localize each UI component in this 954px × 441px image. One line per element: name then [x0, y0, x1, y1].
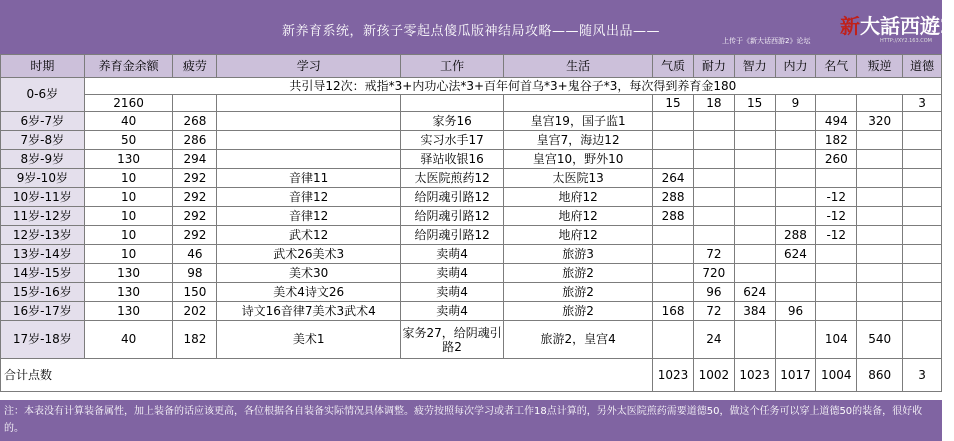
zhili-total: 1023	[734, 359, 775, 392]
study-cell: 美术1	[217, 321, 401, 359]
life-cell: 皇宫19，国子监1	[504, 112, 653, 131]
zhili-cell: 15	[734, 95, 775, 112]
naili-cell	[693, 169, 734, 188]
fame-cell: 494	[816, 112, 857, 131]
life-cell: 地府12	[504, 207, 653, 226]
period-cell: 16岁-17岁	[1, 302, 85, 321]
qizhi-cell	[653, 264, 694, 283]
study-cell: 美术30	[217, 264, 401, 283]
naili-cell	[693, 150, 734, 169]
neili-cell	[775, 321, 816, 359]
neili-cell	[775, 169, 816, 188]
study-cell	[217, 112, 401, 131]
funds-cell: 10	[84, 188, 173, 207]
header-cell: 生活	[504, 55, 653, 78]
header-cell: 名气	[816, 55, 857, 78]
neili-cell	[775, 207, 816, 226]
fatigue-cell: 292	[173, 169, 217, 188]
period-cell: 17岁-18岁	[1, 321, 85, 359]
zhili-cell	[734, 226, 775, 245]
funds-cell: 50	[84, 131, 173, 150]
life-cell: 皇宫10，野外10	[504, 150, 653, 169]
table-row	[1, 169, 942, 188]
intro-values-row	[1, 95, 942, 112]
period-cell: 10岁-11岁	[1, 188, 85, 207]
funds-cell: 130	[84, 150, 173, 169]
fame-cell	[816, 245, 857, 264]
fatigue-cell: 202	[173, 302, 217, 321]
qizhi-cell	[653, 245, 694, 264]
life-cell: 旅游2	[504, 302, 653, 321]
neili-cell	[775, 264, 816, 283]
neili-cell	[775, 112, 816, 131]
study-cell: 音律12	[217, 188, 401, 207]
table-row	[1, 207, 942, 226]
period-cell: 14岁-15岁	[1, 264, 85, 283]
neili-cell	[775, 283, 816, 302]
zhili-cell	[734, 245, 775, 264]
period-cell: 12岁-13岁	[1, 226, 85, 245]
moral-cell	[903, 283, 942, 302]
page-title: 新养育系统，新孩子零起点傻瓜版神结局攻略——随风出品——	[281, 24, 660, 39]
fatigue-cell: 294	[173, 150, 217, 169]
rebel-cell	[857, 188, 903, 207]
zhili-cell	[734, 321, 775, 359]
moral-total: 3	[903, 359, 942, 392]
neili-cell	[775, 150, 816, 169]
fame-cell	[816, 302, 857, 321]
game-logo	[722, 6, 954, 50]
fame-cell: 260	[816, 150, 857, 169]
moral-cell	[903, 245, 942, 264]
fame-cell	[816, 264, 857, 283]
neili-cell: 96	[775, 302, 816, 321]
table-row	[1, 131, 942, 150]
qizhi-cell: 264	[653, 169, 694, 188]
study-cell: 音律12	[217, 207, 401, 226]
fatigue-cell: 150	[173, 283, 217, 302]
header-cell: 时期	[1, 55, 85, 78]
fatigue-cell: 46	[173, 245, 217, 264]
qizhi-cell: 168	[653, 302, 694, 321]
moral-cell	[903, 264, 942, 283]
naili-cell: 18	[693, 95, 734, 112]
naili-cell	[693, 131, 734, 150]
naili-cell	[693, 226, 734, 245]
fatigue-cell: 182	[173, 321, 217, 359]
naili-cell: 24	[693, 321, 734, 359]
life-cell: 皇宫7，海边12	[504, 131, 653, 150]
rebel-cell	[857, 245, 903, 264]
fame-total: 1004	[816, 359, 857, 392]
intro-row	[1, 78, 942, 95]
period-cell: 9岁-10岁	[1, 169, 85, 188]
work-cell: 驿站收银16	[401, 150, 504, 169]
moral-cell: 3	[903, 95, 942, 112]
period-cell: 6岁-7岁	[1, 112, 85, 131]
period-cell: 15岁-16岁	[1, 283, 85, 302]
fame-cell: 182	[816, 131, 857, 150]
zhili-cell	[734, 169, 775, 188]
total-row	[1, 359, 942, 392]
rebel-cell	[857, 226, 903, 245]
header-cell: 道德	[903, 55, 942, 78]
funds-cell: 2160	[84, 95, 173, 112]
zhili-cell: 624	[734, 283, 775, 302]
work-cell: 给阴魂引路12	[401, 207, 504, 226]
rebel-cell	[857, 207, 903, 226]
rebel-cell	[857, 131, 903, 150]
moral-cell	[903, 188, 942, 207]
zhili-cell	[734, 112, 775, 131]
naili-cell	[693, 207, 734, 226]
study-cell	[217, 150, 401, 169]
work-cell: 卖萌4	[401, 283, 504, 302]
zhili-cell	[734, 264, 775, 283]
period-cell: 11岁-12岁	[1, 207, 85, 226]
life-cell: 地府12	[504, 188, 653, 207]
moral-cell	[903, 169, 942, 188]
moral-cell	[903, 226, 942, 245]
header-cell: 养育金余额	[84, 55, 173, 78]
funds-cell: 10	[84, 207, 173, 226]
work-cell: 卖萌4	[401, 302, 504, 321]
fatigue-cell: 292	[173, 226, 217, 245]
zhili-cell: 384	[734, 302, 775, 321]
rebel-cell	[857, 264, 903, 283]
life-cell: 地府12	[504, 226, 653, 245]
funds-cell: 130	[84, 302, 173, 321]
life-cell: 旅游3	[504, 245, 653, 264]
header-row	[1, 55, 942, 78]
fatigue-cell: 292	[173, 188, 217, 207]
table-row	[1, 226, 942, 245]
moral-cell	[903, 150, 942, 169]
logo-red-char: 新	[840, 14, 860, 38]
header-cell: 内力	[775, 55, 816, 78]
rebel-cell	[857, 169, 903, 188]
header-cell: 学习	[217, 55, 401, 78]
neili-total: 1017	[775, 359, 816, 392]
qizhi-cell: 15	[653, 95, 694, 112]
neili-cell: 9	[775, 95, 816, 112]
study-cell: 武术26美术3	[217, 245, 401, 264]
qizhi-total: 1023	[653, 359, 694, 392]
life-cell: 旅游2	[504, 264, 653, 283]
funds-cell: 130	[84, 283, 173, 302]
zhili-cell	[734, 131, 775, 150]
table-row	[1, 302, 942, 321]
header-cell: 智力	[734, 55, 775, 78]
life-cell: 旅游2	[504, 283, 653, 302]
moral-cell	[903, 321, 942, 359]
fatigue-cell: 292	[173, 207, 217, 226]
title-banner	[0, 0, 954, 54]
life-cell: 旅游2，皇宫4	[504, 321, 653, 359]
period-cell: 0-6岁	[1, 78, 85, 112]
funds-cell: 40	[84, 321, 173, 359]
intro-text: 共引导12次：戒指*3+内功心法*3+百年何首乌*3+鬼谷子*3，每次得到养育金180	[84, 78, 941, 95]
neili-cell	[775, 188, 816, 207]
study-cell: 诗文16音律7美术3武术4	[217, 302, 401, 321]
qizhi-cell: 288	[653, 188, 694, 207]
naili-cell: 72	[693, 245, 734, 264]
rebel-cell	[857, 283, 903, 302]
study-cell: 美术4诗文26	[217, 283, 401, 302]
naili-total: 1002	[693, 359, 734, 392]
naili-cell: 720	[693, 264, 734, 283]
naili-cell: 72	[693, 302, 734, 321]
qizhi-cell	[653, 283, 694, 302]
work-cell: 卖萌4	[401, 245, 504, 264]
table-row	[1, 188, 942, 207]
rebel-cell: 320	[857, 112, 903, 131]
table-row	[1, 245, 942, 264]
fame-cell: -12	[816, 226, 857, 245]
work-cell: 太医院煎药12	[401, 169, 504, 188]
logo-url: HTTP://XY2.163.COM	[880, 38, 932, 44]
qizhi-cell	[653, 131, 694, 150]
header-cell: 工作	[401, 55, 504, 78]
rebel-cell: 540	[857, 321, 903, 359]
funds-cell: 40	[84, 112, 173, 131]
fatigue-cell: 98	[173, 264, 217, 283]
work-cell: 家务16	[401, 112, 504, 131]
qizhi-cell	[653, 226, 694, 245]
study-cell	[217, 131, 401, 150]
naili-cell: 96	[693, 283, 734, 302]
study-cell: 音律11	[217, 169, 401, 188]
work-cell: 卖萌4	[401, 264, 504, 283]
study-cell: 武术12	[217, 226, 401, 245]
moral-cell	[903, 112, 942, 131]
header-cell: 叛逆	[857, 55, 903, 78]
neili-cell: 624	[775, 245, 816, 264]
moral-cell	[903, 302, 942, 321]
neili-cell	[775, 131, 816, 150]
fame-cell: 104	[816, 321, 857, 359]
period-cell: 7岁-8岁	[1, 131, 85, 150]
rebel-total: 860	[857, 359, 903, 392]
total-label: 合计点数	[1, 359, 653, 392]
table-row	[1, 264, 942, 283]
funds-cell: 10	[84, 169, 173, 188]
qizhi-cell	[653, 112, 694, 131]
rebel-cell	[857, 150, 903, 169]
fatigue-cell: 286	[173, 131, 217, 150]
qizhi-cell	[653, 321, 694, 359]
naili-cell	[693, 188, 734, 207]
fame-cell: -12	[816, 188, 857, 207]
zhili-cell	[734, 188, 775, 207]
fame-cell	[816, 169, 857, 188]
logo-main-text: 大話西遊2	[860, 14, 954, 38]
zhili-cell	[734, 150, 775, 169]
fame-cell	[816, 283, 857, 302]
table-row	[1, 283, 942, 302]
fame-cell: -12	[816, 207, 857, 226]
footnote: 注：本表没有计算装备属性，加上装备的话应该更高，各位根据各自装备实际情况具体调整。疲劳按照每次学习或者工作18点计算的，另外太医院煎药需要道德50，做这个任务可以穿上道德50的装备，很好收的。	[0, 400, 942, 441]
work-cell: 给阴魂引路12	[401, 188, 504, 207]
period-cell: 13岁-14岁	[1, 245, 85, 264]
logo-subtitle: 上传于《新大话西游2》论坛	[722, 37, 811, 45]
table-row	[1, 150, 942, 169]
naili-cell	[693, 112, 734, 131]
header-cell: 气质	[653, 55, 694, 78]
header-cell: 疲劳	[173, 55, 217, 78]
qizhi-cell	[653, 150, 694, 169]
funds-cell: 130	[84, 264, 173, 283]
rebel-cell	[857, 302, 903, 321]
period-cell: 8岁-9岁	[1, 150, 85, 169]
neili-cell: 288	[775, 226, 816, 245]
work-cell: 给阴魂引路12	[401, 226, 504, 245]
work-cell: 家务27，给阴魂引路2	[401, 321, 504, 359]
funds-cell: 10	[84, 226, 173, 245]
work-cell: 实习水手17	[401, 131, 504, 150]
table-row	[1, 321, 942, 359]
fatigue-cell: 268	[173, 112, 217, 131]
moral-cell	[903, 131, 942, 150]
schedule-table	[0, 54, 942, 392]
table-row	[1, 112, 942, 131]
qizhi-cell: 288	[653, 207, 694, 226]
life-cell: 太医院13	[504, 169, 653, 188]
zhili-cell	[734, 207, 775, 226]
funds-cell: 10	[84, 245, 173, 264]
moral-cell	[903, 207, 942, 226]
header-cell: 耐力	[693, 55, 734, 78]
logo-text	[840, 10, 954, 39]
